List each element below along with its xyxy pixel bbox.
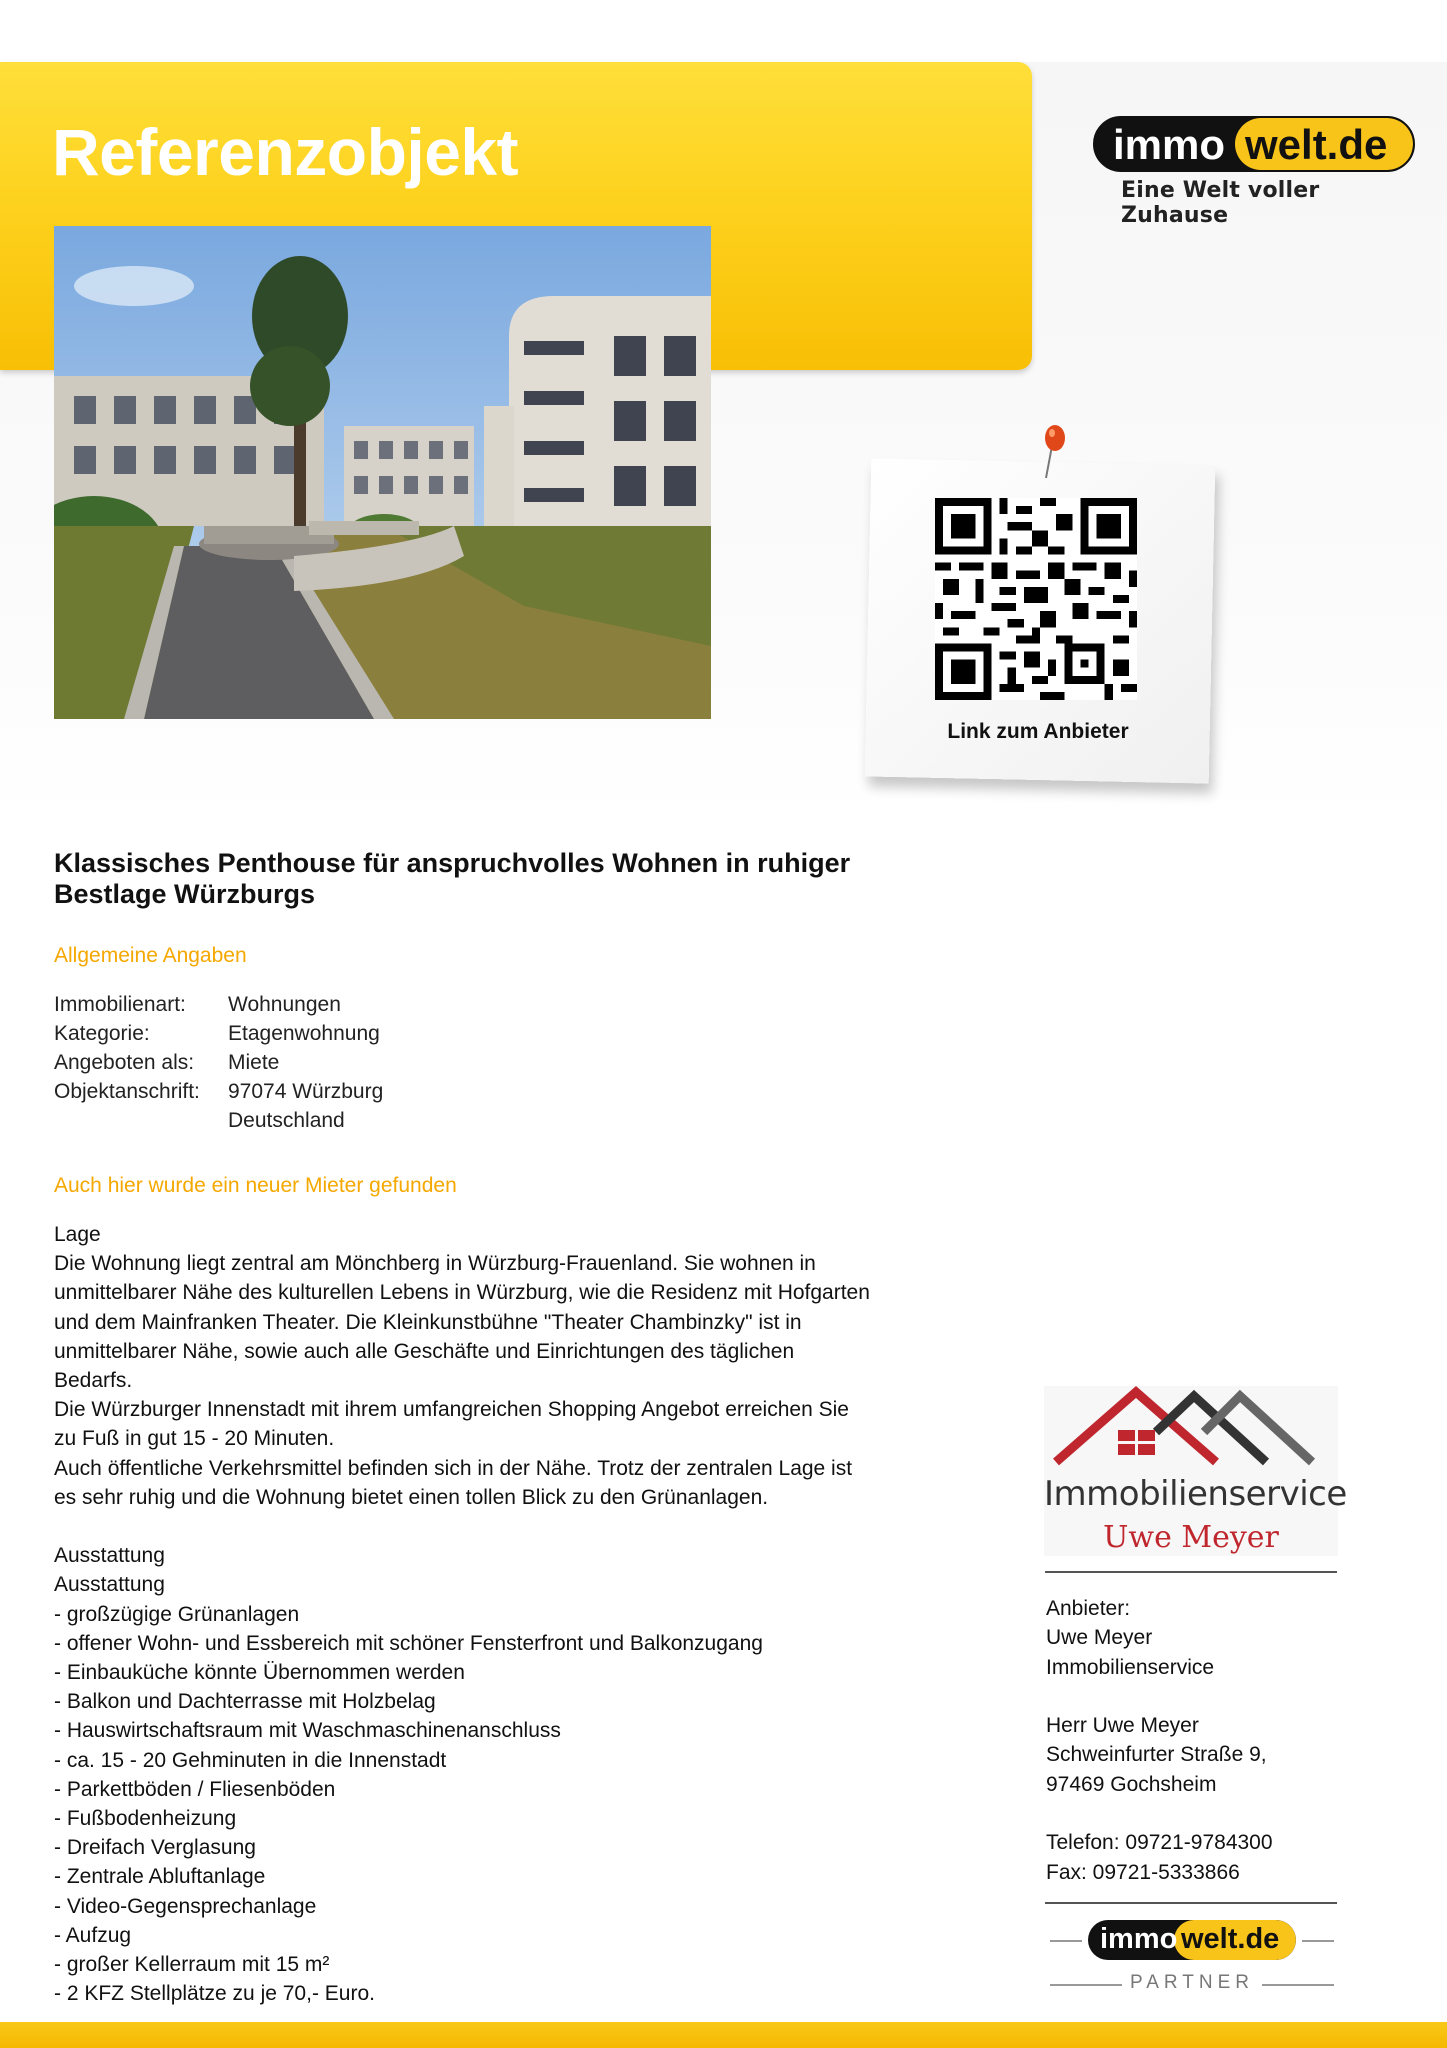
- divider: [1045, 1902, 1337, 1904]
- fact-key: Kategorie:: [54, 1022, 150, 1045]
- fact-key: Immobilienart:: [54, 993, 186, 1016]
- fact-row: [54, 990, 383, 1019]
- logo-text-immo: immo: [1113, 121, 1226, 168]
- fact-row: [54, 1106, 383, 1135]
- qr-label[interactable]: Link zum Anbieter: [947, 720, 1129, 743]
- agent-logo-line1: Immobilienservice: [1044, 1474, 1347, 1514]
- contact-line: 97469 Gochsheim: [1046, 1772, 1217, 1796]
- contact-spacer: [1046, 1799, 1273, 1828]
- agent-logo-line2: Uwe Meyer: [1103, 1520, 1279, 1555]
- qr-code[interactable]: [935, 498, 1137, 700]
- fact-row: [54, 1077, 383, 1106]
- agent-contact: [1046, 1594, 1273, 1887]
- partner-logo-welt: welt.de: [1181, 1923, 1280, 1955]
- fact-value: Miete: [228, 1051, 280, 1074]
- partner-logo-immo: immo: [1100, 1923, 1178, 1955]
- fact-value: Deutschland: [228, 1109, 345, 1132]
- partner-logo: [1088, 1920, 1296, 1960]
- contact-line: Immobilienservice: [1046, 1655, 1215, 1679]
- contact-phone[interactable]: Telefon: 09721-9784300: [1046, 1831, 1273, 1855]
- facts-table: [54, 990, 383, 1135]
- logo-tagline: Eine Welt voller Zuhause: [1121, 178, 1320, 228]
- divider: [1045, 1571, 1337, 1573]
- immowelt-logo: [1093, 116, 1417, 228]
- contact-line: Herr Uwe Meyer: [1046, 1714, 1199, 1738]
- contact-spacer: [1046, 1682, 1273, 1711]
- partner-label: PARTNER: [1129, 1972, 1255, 1993]
- partner-line: [1302, 1940, 1334, 1942]
- fact-value: 97074 Würzburg: [228, 1080, 384, 1103]
- fact-value: Wohnungen: [228, 993, 341, 1016]
- footer-bar: [0, 2022, 1447, 2048]
- listing-title: Klassisches Penthouse für anspruchvolles Wohnen in ruhiger Bestlage Würzburgs: [54, 848, 851, 909]
- fact-key: Angeboten als:: [54, 1051, 195, 1074]
- partner-badge: [1046, 1920, 1338, 2000]
- description: [54, 1220, 954, 2008]
- fact-value: Etagenwohnung: [228, 1022, 380, 1045]
- found-heading: Auch hier wurde ein neuer Mieter gefunden: [54, 1174, 457, 1197]
- contact-line: Schweinfurter Straße 9,: [1046, 1743, 1267, 1767]
- partner-line: [1050, 1940, 1082, 1942]
- description-text: Lage Die Wohnung liegt zentral am Mönchberg in Würzburg-Frauenland. Sie wohnen in unmittelbarer Nähe des kulturellen Lebens in Würzburg, wie die Residenz mit Hofgarten und dem Mainfranken Theater. Die Kleinkunstbühne "Theater Chambinzky" ist in unmittelbarer Nähe, sowie auch alle Geschäfte und Einrichtungen des täglichen Bedarfs. Die Würzburger Innenstadt mit ihrem umfangreichen Shopping Angebot erreichen Sie zu Fuß in gut 15 - 20 Minuten. Auch öffentliche Verkehrsmittel befinden sich in der Nähe. Trotz der zentralen Lage ist es sehr ruhig und die Wohnung bietet einen tollen Blick zu den Grünanlagen. Ausstattung Ausstattung - großzügige Grünanlagen - offener Wohn- und Essbereich mit schöner Fensterfront und Balkonzugang - Einbauküche könnte Übernommen werden - Balkon und Dachterrasse mit Holzbelag - Hauswirtschaftsraum mit Waschmaschinenanschluss - ca. 15 - 20 Gehminuten in die Innenstadt - Parkettböden / Fliesenböden - Fußbodenheizung - Dreifach Verglasung - Zentrale Abluftanlage - Video-Gegensprechanlage - Aufzug - großer Kellerraum mit 15 m² - 2 KFZ Stellplätze zu je 70,- Euro.: [54, 1223, 870, 2006]
- property-photo: [54, 226, 711, 719]
- contact-fax: Fax: 09721-5333866: [1046, 1860, 1240, 1884]
- logo-text-welt: welt.de: [1245, 121, 1388, 168]
- fact-row: [54, 1048, 383, 1077]
- fact-row: [54, 1019, 383, 1048]
- fact-key: [54, 1106, 228, 1135]
- pin-icon: [1040, 424, 1066, 480]
- general-heading: Allgemeine Angaben: [54, 944, 247, 967]
- contact-line: Uwe Meyer: [1046, 1626, 1153, 1650]
- fact-key: Objektanschrift:: [54, 1080, 200, 1103]
- page-title: Referenzobjekt: [52, 115, 519, 189]
- contact-line: Anbieter:: [1046, 1597, 1131, 1620]
